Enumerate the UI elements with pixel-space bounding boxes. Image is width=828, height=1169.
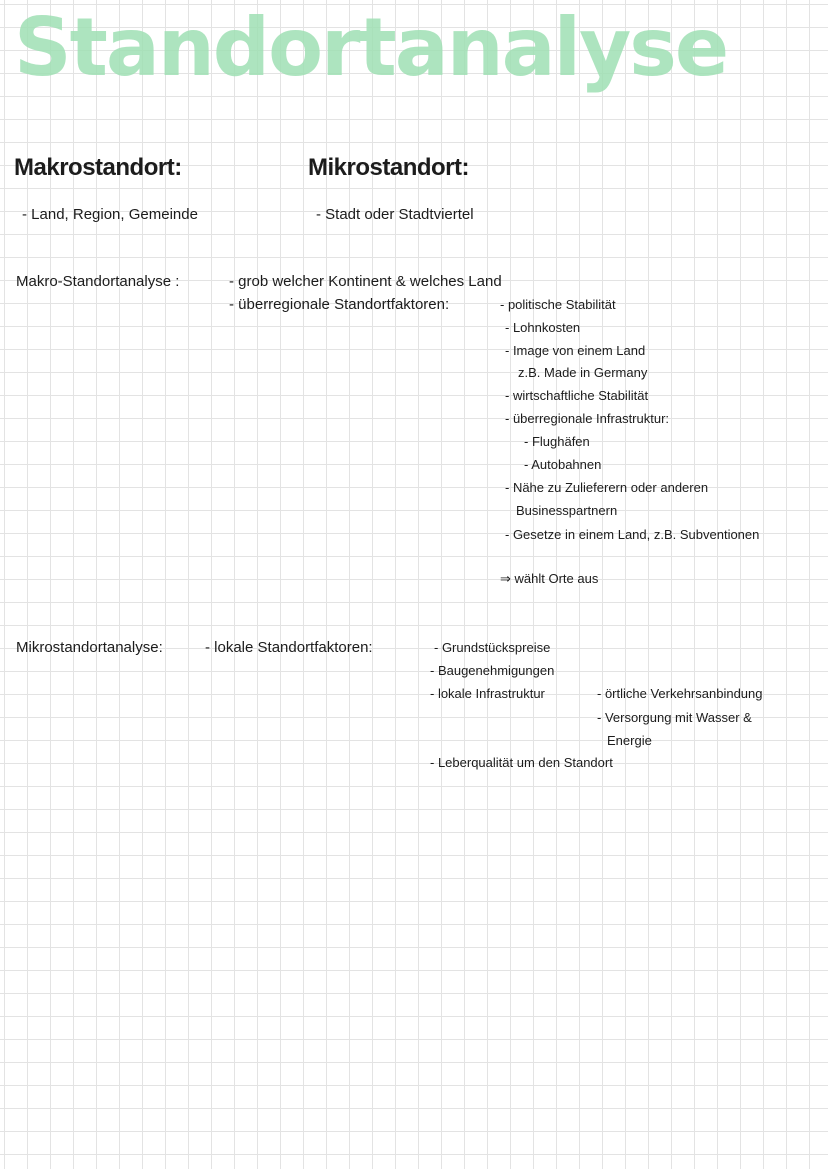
factor-economic-stability: - wirtschaftliche Stabilität <box>505 388 649 403</box>
factor-image: - Image von einem Land <box>505 343 646 358</box>
makro-analyse-label: Makro-Standortanalyse : <box>16 273 180 290</box>
factor-infrastructure: - überregionale Infrastruktur: <box>505 411 670 426</box>
factor-wage-costs: - Lohnkosten <box>505 320 581 335</box>
mikro-analyse-label: Mikrostandortanalyse: <box>16 639 163 656</box>
makro-analyse-line1: - grob welcher Kontinent & welches Land <box>229 273 502 290</box>
factor-image-example: z.B. Made in Germany <box>518 365 648 380</box>
factor-political-stability: - politische Stabilität <box>500 297 616 312</box>
makro-analyse-line2: - überregionale Standortfaktoren: <box>229 296 450 313</box>
makro-bullet: - Land, Region, Gemeinde <box>22 206 198 223</box>
factor-highways: - Autobahnen <box>524 457 602 472</box>
mikro-bullet: - Stadt oder Stadtviertel <box>316 206 474 223</box>
factor-airports: - Flughäfen <box>524 434 590 449</box>
page-title: Standortanalyse <box>14 1 728 94</box>
sub-energy: Energie <box>607 733 652 748</box>
factor-partners: Businesspartnern <box>516 503 618 518</box>
mikro-heading: Mikrostandort: <box>308 154 469 181</box>
factor-building-permits: - Baugenehmigungen <box>430 663 555 678</box>
sub-transport-connection: - örtliche Verkehrsanbindung <box>597 686 763 701</box>
mikro-analyse-line1: - lokale Standortfaktoren: <box>205 639 373 656</box>
factor-laws: - Gesetze in einem Land, z.B. Subventionen <box>505 527 760 542</box>
makro-conclusion: ⇒ wählt Orte aus <box>500 571 599 586</box>
factor-quality-of-life: - Leberqualität um den Standort <box>430 755 613 770</box>
factor-suppliers: - Nähe zu Zulieferern oder anderen <box>505 480 709 495</box>
factor-land-prices: - Grundstückspreise <box>434 640 551 655</box>
makro-heading: Makrostandort: <box>14 154 182 181</box>
sub-water-supply: - Versorgung mit Wasser & <box>597 710 752 725</box>
factor-local-infrastructure: - lokale Infrastruktur <box>430 686 545 701</box>
